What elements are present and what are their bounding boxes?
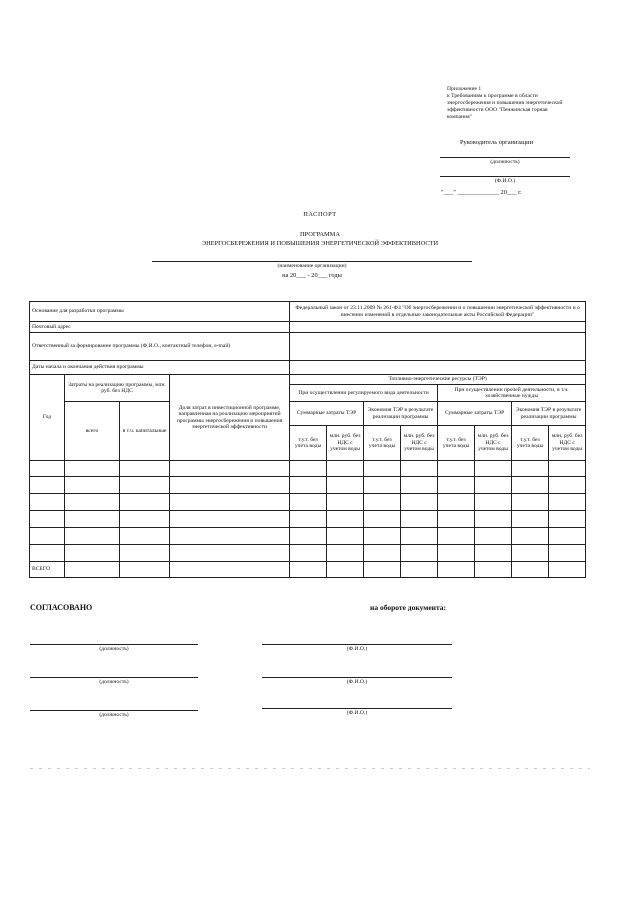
position-caption-1: (должность) bbox=[99, 646, 129, 652]
sign-line-fio-1 bbox=[262, 644, 452, 645]
col-econ-ter: Экономия ТЭР в результате реализации программы bbox=[512, 402, 586, 426]
appendix-note bbox=[447, 86, 597, 121]
address-value[interactable] bbox=[290, 322, 586, 333]
passport-table bbox=[29, 301, 586, 578]
col-costs: Затраты на реализацию программы, млн. руб. без НДС bbox=[65, 375, 170, 402]
col-unit-mln: млн. руб. без НДС с учетом воды bbox=[475, 426, 512, 461]
col-unit-mln: млн. руб. без НДС с учетом воды bbox=[327, 426, 364, 461]
appendix-line: к Требованиям к программе в области bbox=[447, 92, 538, 99]
col-unit-mln: млн. руб. без НДС с учетом воды bbox=[549, 426, 586, 461]
program-title: ПРОГРАММА bbox=[300, 231, 340, 238]
responsible-value[interactable] bbox=[290, 333, 586, 361]
appendix-line: эффективности ООО "Пенжинская горная bbox=[447, 106, 548, 113]
org-caption: (наименование организации) bbox=[277, 263, 347, 269]
sign-line-position-1 bbox=[30, 644, 198, 645]
table-row bbox=[30, 461, 586, 477]
dates-label: Даты начала и окончания действия программы bbox=[30, 361, 290, 375]
fio-line bbox=[440, 176, 570, 177]
head-title: Руководитель организации bbox=[460, 139, 534, 146]
table-row bbox=[30, 477, 586, 494]
org-line bbox=[152, 261, 472, 262]
table-row bbox=[30, 528, 586, 545]
agreed-label: СОГЛАСОВАНО bbox=[30, 603, 93, 612]
basis-label: Основание для разработки программы bbox=[30, 302, 290, 322]
passport-title: ПАСПОРТ bbox=[303, 211, 337, 218]
responsible-label: Ответственный за формирование программы (Ф.И.О., контактный телефон, e-mail) bbox=[30, 333, 290, 361]
total-row-label: ВСЕГО bbox=[30, 562, 65, 578]
position-caption: (должность) bbox=[490, 159, 520, 165]
sign-line-fio-3 bbox=[262, 708, 452, 709]
total-row bbox=[30, 562, 586, 578]
appendix-line: Приложение 1 bbox=[447, 86, 482, 92]
table-row bbox=[30, 545, 586, 562]
fio-caption-1: (Ф.И.О.) bbox=[346, 646, 368, 652]
col-unit-tut: т.у.т. без учета воды bbox=[438, 426, 475, 461]
position-line bbox=[440, 157, 570, 158]
fio-caption-2: (Ф.И.О.) bbox=[346, 679, 368, 685]
dates-value[interactable] bbox=[290, 361, 586, 375]
program-name: ЭНЕРГОСБЕРЕЖЕНИЯ И ПОВЫШЕНИЯ ЭНЕРГЕТИЧЕСКОЙ ЭФФЕКТИВНОСТИ bbox=[201, 240, 439, 247]
col-share: Доля затрат в инвестиционной программе, направленная на реализацию мероприятий программы энергосбережения и повышения энергетической эффективности bbox=[170, 375, 290, 461]
col-sum-ter: Суммарные затраты ТЭР bbox=[438, 402, 512, 426]
col-econ-ter: Экономия ТЭР в результате реализации программы bbox=[364, 402, 438, 426]
fio-caption: (Ф.И.О.) bbox=[494, 178, 516, 184]
scan-artifact-line bbox=[30, 768, 590, 769]
reverse-label: на обороте документа: bbox=[370, 603, 446, 612]
sign-line-position-2 bbox=[30, 677, 198, 678]
appendix-line: энергосбережения и повышения энергетической bbox=[447, 99, 563, 106]
sign-line-position-3 bbox=[30, 710, 198, 711]
table-row bbox=[30, 494, 586, 511]
basis-value: Федеральный закон от 23.11.2009 № 261-ФЗ "Об энергосбережении и о повышении энергетической эффективности и о внесении изменений в отдельные законодательные акты Российской Федерации" bbox=[290, 302, 586, 322]
appendix-line: компания" bbox=[447, 113, 472, 120]
date-line: "___" _____________ 20___ г. bbox=[441, 189, 522, 196]
col-unit-tut: т.у.т. без учета воды bbox=[290, 426, 327, 461]
sign-line-fio-2 bbox=[262, 677, 452, 678]
position-caption-2: (должность) bbox=[99, 679, 129, 685]
col-regulated: При осуществлении регулируемого вида деятельности bbox=[290, 385, 438, 402]
col-fuel: Топливно-энергетические ресурсы (ТЭР) bbox=[290, 375, 586, 385]
years-line: на 20___ - 20___ годы bbox=[282, 272, 342, 279]
col-sum-ter: Суммарные затраты ТЭР bbox=[290, 402, 364, 426]
position-caption-3: (должность) bbox=[99, 712, 129, 718]
col-unit-tut: т.у.т. без учета воды bbox=[512, 426, 549, 461]
address-label: Почтовый адрес bbox=[30, 322, 290, 333]
col-capex: в т.ч. капитальные bbox=[120, 402, 170, 461]
col-unit-tut: т.у.т. без учета воды bbox=[364, 426, 401, 461]
col-total: всего bbox=[65, 402, 120, 461]
col-unit-mln: млн. руб. без НДС с учетом воды bbox=[401, 426, 438, 461]
col-year: Год bbox=[30, 375, 65, 461]
col-other: При осуществлении прочей деятельности, в т.ч. хозяйственные нужды bbox=[438, 385, 586, 402]
fio-caption-3: (Ф.И.О.) bbox=[346, 710, 368, 716]
table-row bbox=[30, 511, 586, 528]
